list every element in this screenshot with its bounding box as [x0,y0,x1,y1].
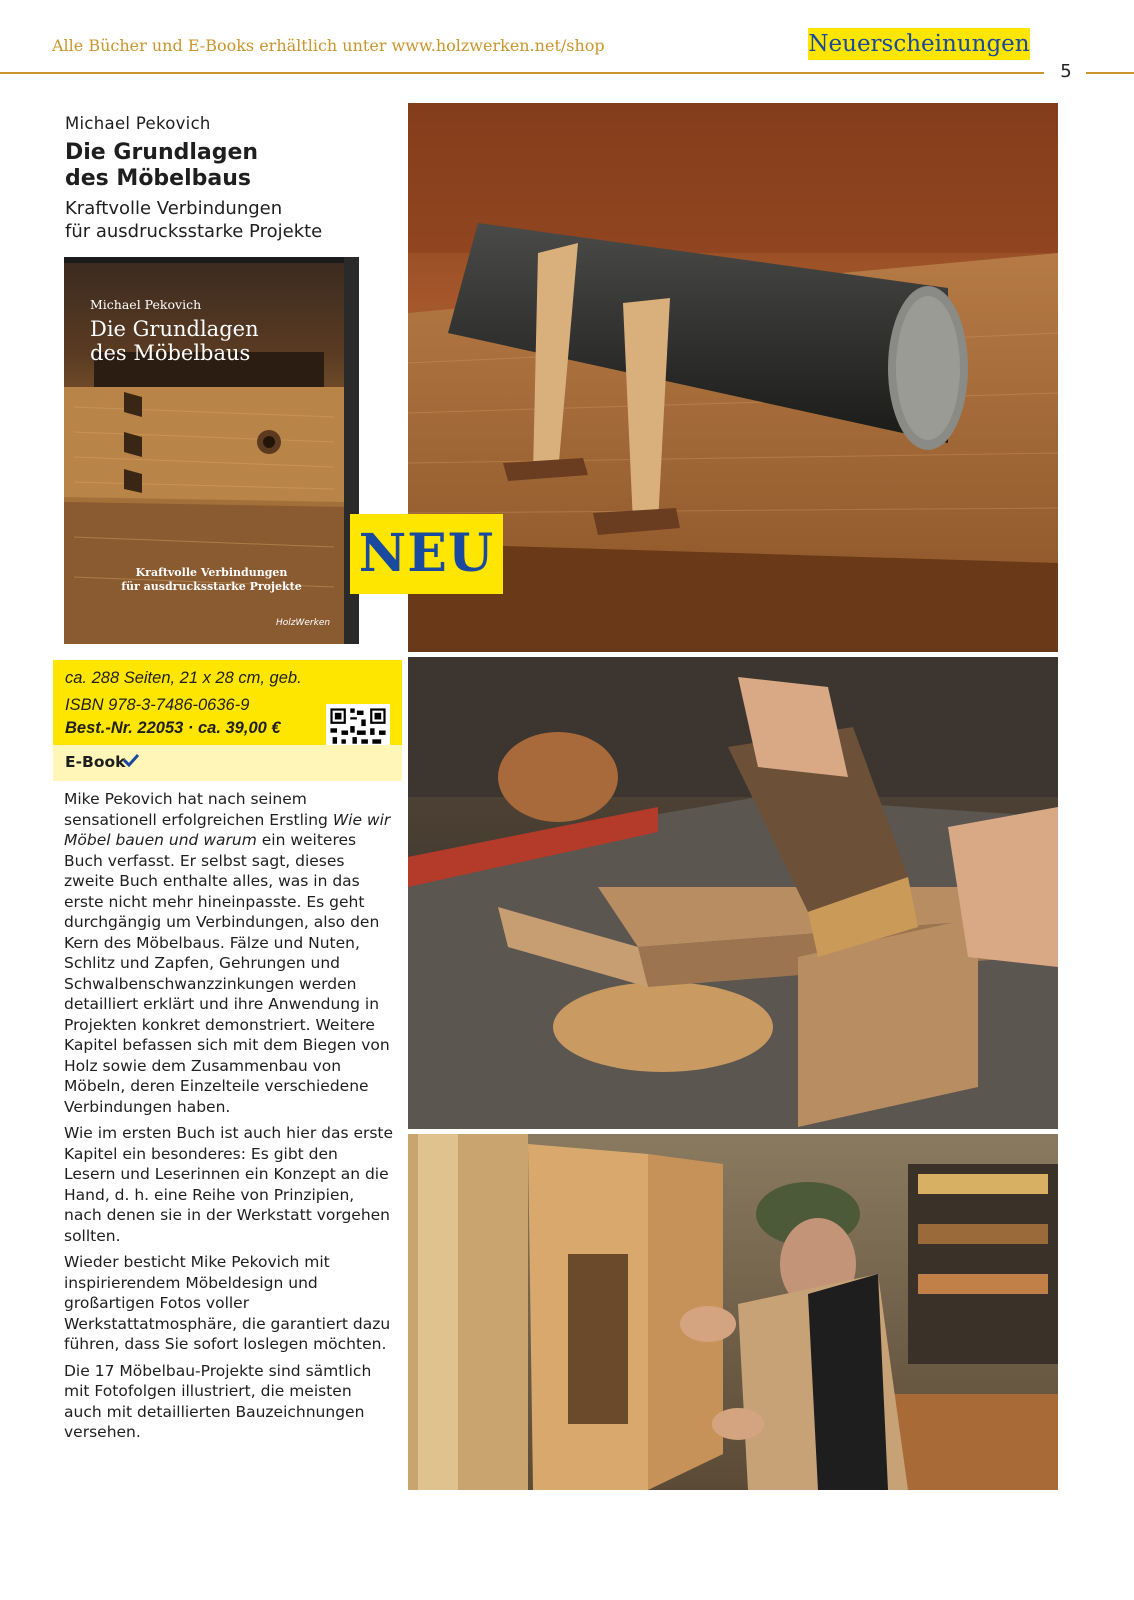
description-paragraph-4: Die 17 Möbelbau-Projekte sind sämtlich mit Fotofolgen illustriert, die meisten auch mit detaillierten Bauzeichnungen versehen. [64,1361,372,1441]
book-title [65,140,258,192]
previous-book-title: Wie wir Möbel bauen und warum [64,810,391,849]
book-description [64,789,394,1449]
photo-workshop-cabinet [408,1134,1058,1490]
section-label: Neuerscheinungen [808,28,1030,60]
book-order-price: Best.-Nr. 22053 · ca. 39,00 € [65,719,281,737]
book-subtitle-line1: Kraftvolle Verbindungen [65,198,283,219]
book-pages-size: ca. 288 Seiten, 21 x 28 cm, geb. [65,669,302,687]
book-title-line2: des Möbelbaus [65,166,251,191]
book-info-box [53,660,402,745]
ebook-availability [53,745,402,781]
description-paragraph-2: Wie im ersten Buch ist auch hier das erste Kapitel ein besonderes: Es gibt den Lesern und Leserinnen ein Konzept an die Hand, d. h. eine Reihe von Prinzipien, nach denen sie in der Werkstatt vorgehen sollten. [64,1124,394,1245]
book-title-line1: Die Grundlagen [65,140,259,165]
cover-subtitle [64,566,359,594]
cover-author: Michael Pekovich [90,297,202,312]
description-paragraph-3: Wieder besticht Mike Pekovich mit inspirierendem Möbeldesign und großartigen Fotos voller Werkstattatmosphäre, die garantiert dazu führen, dass Sie sofort loslegen möchten. [64,1253,391,1353]
shop-link-note: Alle Bücher und E-Books erhältlich unter www.holzwerken.net/shop [52,36,605,55]
header-rule-right [1086,72,1134,74]
photo-mallet-wedges [408,103,1058,652]
description-text: ein weiteres Buch verfasst. Er selbst sagt, dieses zweite Buch enthalte alles, was in das erste nicht mehr hineinpasste. Es geht durchgängig um Verbindungen, also den Kern des Möbelbaus. Fälze und Nuten, Schlitz und Zapfen, Gehrungen und Schwalbenschwanzzinkungen werden detailliert erklärt und ihre Anwendung in Projekten konkret demonstriert. Weitere Kapitel befassen sich mit dem Biegen von Holz sowie dem Zusammenbau von Möbeln, deren Einzelteile verschiedene Verbindungen haben. [64,831,390,1116]
cover-subtitle-line1: Kraftvolle Verbindungen [135,566,288,579]
cover-publisher-logo: HolzWerken [276,618,331,628]
cover-title-line2: des Möbelbaus [90,341,251,365]
book-cover-image [64,257,359,644]
new-badge: NEU [350,514,503,594]
photo-table-saw-jig [408,657,1058,1129]
book-subtitle [65,197,322,243]
cover-title [90,317,259,365]
page-number: 5 [1060,61,1072,82]
description-text: Mike Pekovich hat nach seinem sensationell erfolgreichen Erstling [64,790,333,829]
ebook-label: E-Book [65,753,126,771]
header-rule [0,72,1044,74]
book-author: Michael Pekovich [65,114,211,133]
book-isbn: ISBN 978-3-7486-0636-9 [65,696,250,714]
checkmark-icon [123,753,139,771]
book-subtitle-line2: für ausdrucksstarke Projekte [65,221,323,242]
cover-title-line1: Die Grundlagen [90,317,259,341]
cover-subtitle-line2: für ausdrucksstarke Projekte [121,580,302,593]
description-paragraph-1 [64,789,394,1117]
